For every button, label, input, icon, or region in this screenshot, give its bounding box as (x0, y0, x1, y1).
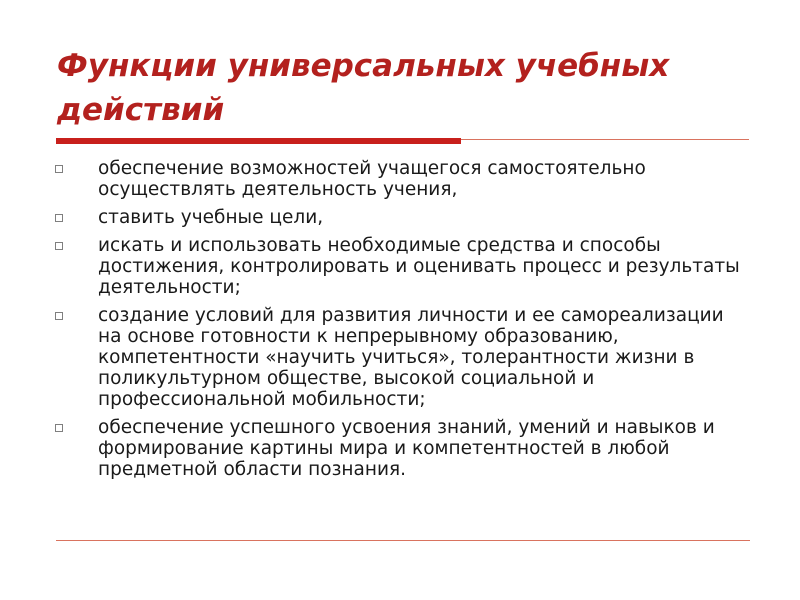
title-underline-thick (56, 138, 461, 144)
title-underline-thin (461, 139, 749, 140)
bullet-text: создание условий для развития личности и ее самореализации на основе готовности к непрерывному образованию, компетентности «научить учиться», толерантности жизни в поликультурном обществе, высокой социальной и профессиональной мобильности; (98, 305, 724, 410)
hollow-square-icon (55, 242, 63, 250)
bullet-item (52, 207, 752, 228)
bullet-item (52, 417, 752, 480)
bottom-divider (56, 540, 750, 541)
bullet-list (52, 158, 752, 487)
bullet-text: обеспечение возможностей учащегося самостоятельно осуществлять деятельность учения, (98, 158, 646, 200)
bullet-item (52, 305, 752, 410)
bullet-text: искать и использовать необходимые средства и способы достижения, контролировать и оценивать процесс и результаты деятельности; (98, 235, 740, 298)
hollow-square-icon (55, 424, 63, 432)
bullet-text: ставить учебные цели, (98, 207, 324, 228)
bullet-item (52, 158, 752, 200)
bullet-item (52, 235, 752, 298)
hollow-square-icon (55, 165, 63, 173)
hollow-square-icon (55, 312, 63, 320)
hollow-square-icon (55, 214, 63, 222)
bullet-text: обеспечение успешного усвоения знаний, умений и навыков и формирование картины мира и компетентностей в любой предметной области познания. (98, 417, 715, 480)
slide-title: Функции универсальных учебных действий (57, 48, 670, 128)
